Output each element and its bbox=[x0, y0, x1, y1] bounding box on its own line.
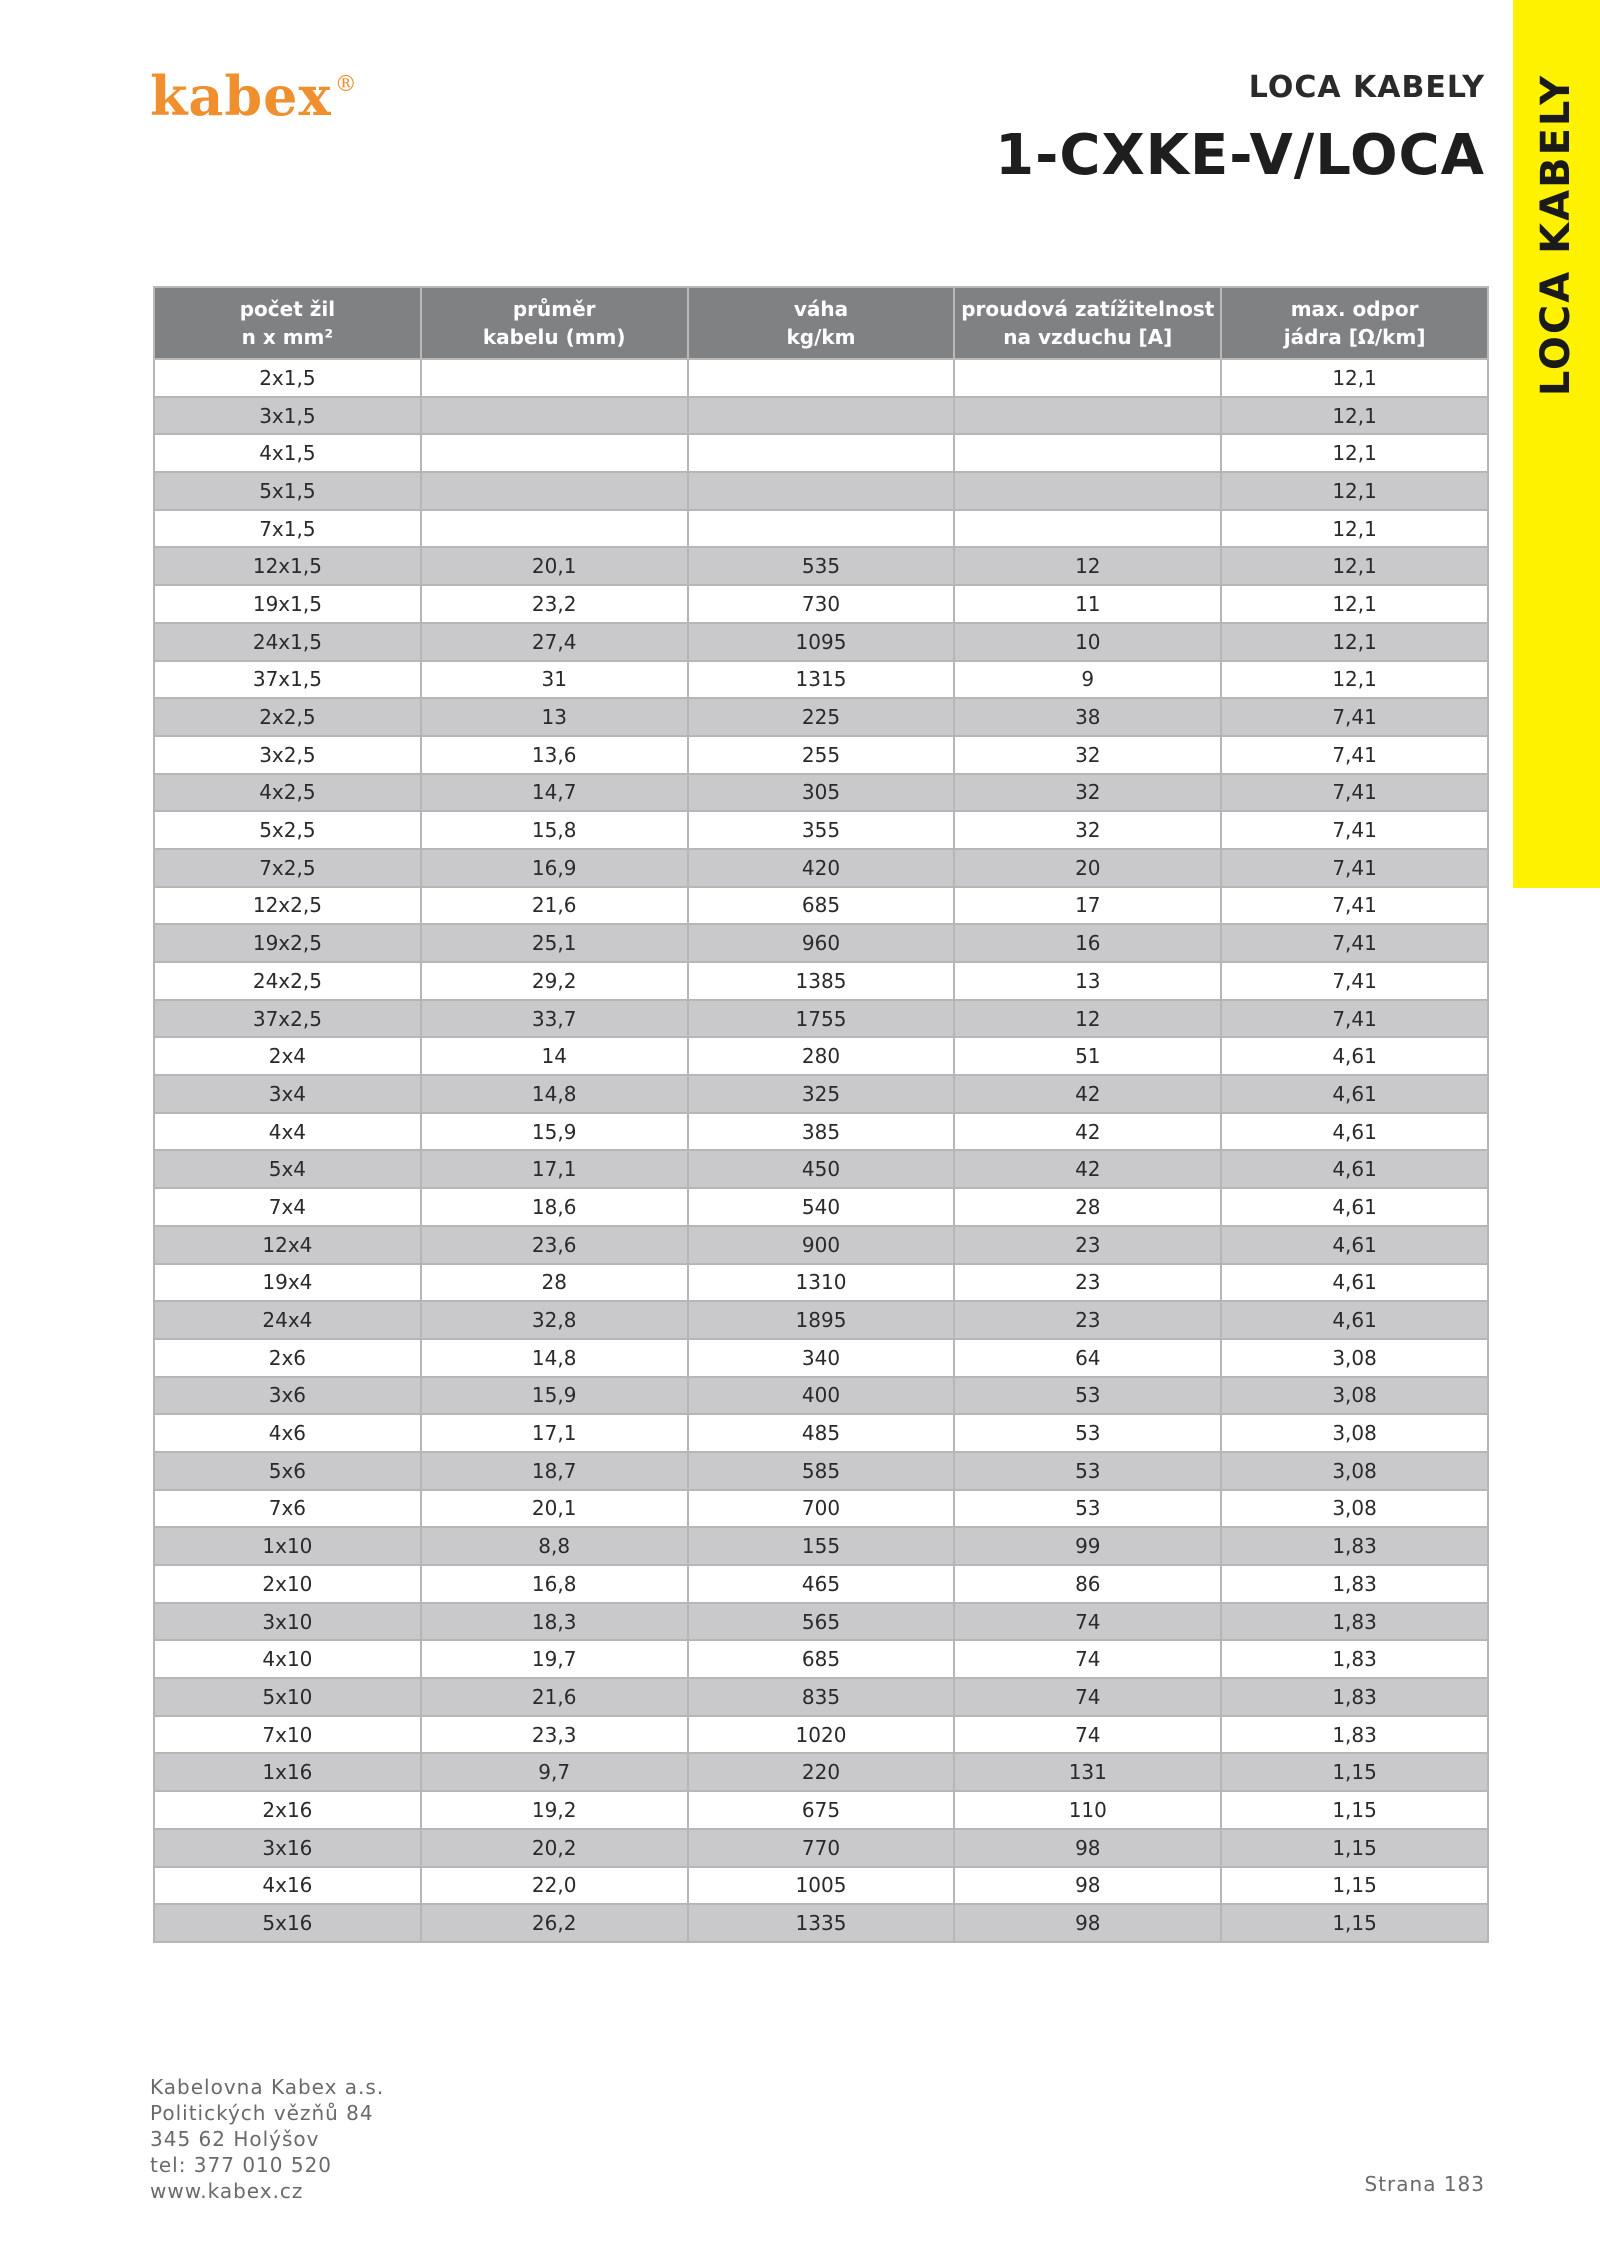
table-cell: 1,15 bbox=[1221, 1867, 1488, 1905]
table-cell: 17,1 bbox=[421, 1150, 688, 1188]
table-cell: 1,15 bbox=[1221, 1791, 1488, 1829]
table-cell: 19x1,5 bbox=[154, 585, 421, 623]
table-cell bbox=[954, 359, 1221, 397]
table-cell: 4x6 bbox=[154, 1414, 421, 1452]
table-row bbox=[154, 1753, 1488, 1791]
table-cell: 16,8 bbox=[421, 1565, 688, 1603]
table-row bbox=[154, 1000, 1488, 1038]
table-cell: 675 bbox=[688, 1791, 955, 1829]
table-cell: 37x1,5 bbox=[154, 661, 421, 699]
table-cell: 1385 bbox=[688, 962, 955, 1000]
cable-spec-table bbox=[153, 286, 1489, 1943]
table-cell: 535 bbox=[688, 547, 955, 585]
company-address bbox=[150, 2074, 384, 2204]
table-row bbox=[154, 1603, 1488, 1641]
table-cell: 131 bbox=[954, 1753, 1221, 1791]
table-row bbox=[154, 1188, 1488, 1226]
table-row bbox=[154, 1640, 1488, 1678]
table-cell: 7x10 bbox=[154, 1716, 421, 1754]
table-cell: 7,41 bbox=[1221, 774, 1488, 812]
column-header-line: kg/km bbox=[786, 325, 856, 349]
table-cell: 37x2,5 bbox=[154, 1000, 421, 1038]
table-cell: 23,2 bbox=[421, 585, 688, 623]
table-cell bbox=[954, 510, 1221, 548]
table-row bbox=[154, 1264, 1488, 1302]
table-cell bbox=[421, 472, 688, 510]
column-header-line: max. odpor bbox=[1290, 297, 1419, 321]
column-header bbox=[1221, 287, 1488, 359]
table-cell: 7,41 bbox=[1221, 811, 1488, 849]
table-row bbox=[154, 1075, 1488, 1113]
table-row bbox=[154, 1565, 1488, 1603]
table-cell: 770 bbox=[688, 1829, 955, 1867]
table-cell: 1,83 bbox=[1221, 1603, 1488, 1641]
table-cell: 280 bbox=[688, 1037, 955, 1075]
table-cell: 32,8 bbox=[421, 1301, 688, 1339]
brand-logo bbox=[150, 64, 358, 128]
column-header-line: kabelu (mm) bbox=[482, 325, 626, 349]
table-cell: 1315 bbox=[688, 661, 955, 699]
table-cell: 74 bbox=[954, 1716, 1221, 1754]
table-cell: 1,83 bbox=[1221, 1716, 1488, 1754]
table-cell: 12x2,5 bbox=[154, 887, 421, 925]
page-number: Strana 183 bbox=[1364, 2172, 1485, 2196]
table-cell: 19,2 bbox=[421, 1791, 688, 1829]
table-cell: 20,1 bbox=[421, 1490, 688, 1528]
table-cell: 685 bbox=[688, 1640, 955, 1678]
table-cell: 3,08 bbox=[1221, 1414, 1488, 1452]
table-cell: 1,83 bbox=[1221, 1527, 1488, 1565]
table-cell: 1020 bbox=[688, 1716, 955, 1754]
table-cell: 7x4 bbox=[154, 1188, 421, 1226]
table-cell: 14,7 bbox=[421, 774, 688, 812]
table-cell: 5x16 bbox=[154, 1904, 421, 1942]
address-company: Kabelovna Kabex a.s. bbox=[150, 2075, 385, 2099]
table-cell: 12,1 bbox=[1221, 472, 1488, 510]
table-cell: 255 bbox=[688, 736, 955, 774]
table-cell bbox=[688, 472, 955, 510]
table-cell: 42 bbox=[954, 1075, 1221, 1113]
table-cell: 7,41 bbox=[1221, 849, 1488, 887]
table-cell: 7x6 bbox=[154, 1490, 421, 1528]
column-header-line: jádra [Ω/km] bbox=[1283, 325, 1426, 349]
table-row bbox=[154, 1678, 1488, 1716]
table-cell: 12,1 bbox=[1221, 623, 1488, 661]
table-cell: 155 bbox=[688, 1527, 955, 1565]
table-cell: 17 bbox=[954, 887, 1221, 925]
table-cell: 3,08 bbox=[1221, 1452, 1488, 1490]
table-cell: 24x1,5 bbox=[154, 623, 421, 661]
column-header bbox=[154, 287, 421, 359]
table-cell: 2x16 bbox=[154, 1791, 421, 1829]
table-row bbox=[154, 397, 1488, 435]
table-cell: 1,83 bbox=[1221, 1565, 1488, 1603]
table-cell: 2x6 bbox=[154, 1339, 421, 1377]
table-cell: 74 bbox=[954, 1640, 1221, 1678]
table-cell: 17,1 bbox=[421, 1414, 688, 1452]
table-cell: 3,08 bbox=[1221, 1490, 1488, 1528]
table-cell: 10 bbox=[954, 623, 1221, 661]
registered-mark: ® bbox=[334, 72, 358, 97]
table-cell: 9,7 bbox=[421, 1753, 688, 1791]
table-cell: 8,8 bbox=[421, 1527, 688, 1565]
table-cell bbox=[688, 397, 955, 435]
table-row bbox=[154, 1414, 1488, 1452]
table-cell: 465 bbox=[688, 1565, 955, 1603]
table-cell: 1,15 bbox=[1221, 1753, 1488, 1791]
table-row bbox=[154, 1226, 1488, 1264]
table-cell: 13,6 bbox=[421, 736, 688, 774]
table-cell: 7,41 bbox=[1221, 736, 1488, 774]
column-header-line: váha bbox=[793, 297, 849, 321]
table-row bbox=[154, 1150, 1488, 1188]
table-cell: 3x1,5 bbox=[154, 397, 421, 435]
brand-name: kabex bbox=[150, 64, 332, 128]
table-cell: 585 bbox=[688, 1452, 955, 1490]
table-cell: 835 bbox=[688, 1678, 955, 1716]
table-cell: 305 bbox=[688, 774, 955, 812]
table-cell: 32 bbox=[954, 736, 1221, 774]
table-cell: 16,9 bbox=[421, 849, 688, 887]
table-cell: 700 bbox=[688, 1490, 955, 1528]
table-cell: 4,61 bbox=[1221, 1150, 1488, 1188]
table-cell: 1005 bbox=[688, 1867, 955, 1905]
table-row bbox=[154, 774, 1488, 812]
table-cell: 420 bbox=[688, 849, 955, 887]
table-cell: 24x4 bbox=[154, 1301, 421, 1339]
table-cell: 23,3 bbox=[421, 1716, 688, 1754]
page-title: 1-CXKE-V/LOCA bbox=[995, 123, 1485, 188]
table-cell: 23,6 bbox=[421, 1226, 688, 1264]
table-cell: 2x2,5 bbox=[154, 698, 421, 736]
table-cell: 23 bbox=[954, 1226, 1221, 1264]
table-cell: 1,15 bbox=[1221, 1829, 1488, 1867]
table-cell: 98 bbox=[954, 1867, 1221, 1905]
table-row bbox=[154, 1716, 1488, 1754]
address-website: www.kabex.cz bbox=[150, 2179, 304, 2203]
table-cell: 3x10 bbox=[154, 1603, 421, 1641]
table-row bbox=[154, 623, 1488, 661]
table-cell: 15,9 bbox=[421, 1377, 688, 1415]
table-cell: 3x16 bbox=[154, 1829, 421, 1867]
table-cell: 19,7 bbox=[421, 1640, 688, 1678]
table-cell: 5x10 bbox=[154, 1678, 421, 1716]
table-cell: 27,4 bbox=[421, 623, 688, 661]
table-cell: 98 bbox=[954, 1904, 1221, 1942]
table-cell: 220 bbox=[688, 1753, 955, 1791]
table-cell: 22,0 bbox=[421, 1867, 688, 1905]
table-row bbox=[154, 1113, 1488, 1151]
column-header-line: na vzduchu [A] bbox=[1003, 325, 1173, 349]
table-row bbox=[154, 962, 1488, 1000]
table-cell: 540 bbox=[688, 1188, 955, 1226]
table-cell: 18,3 bbox=[421, 1603, 688, 1641]
table-cell: 1095 bbox=[688, 623, 955, 661]
table-cell: 12 bbox=[954, 547, 1221, 585]
table-cell: 20 bbox=[954, 849, 1221, 887]
table-cell: 325 bbox=[688, 1075, 955, 1113]
table-cell: 99 bbox=[954, 1527, 1221, 1565]
table-cell: 14,8 bbox=[421, 1339, 688, 1377]
table-row bbox=[154, 510, 1488, 548]
table-cell: 12x4 bbox=[154, 1226, 421, 1264]
table-cell: 340 bbox=[688, 1339, 955, 1377]
table-cell: 74 bbox=[954, 1603, 1221, 1641]
table-cell: 32 bbox=[954, 811, 1221, 849]
table-row bbox=[154, 1791, 1488, 1829]
table-row bbox=[154, 887, 1488, 925]
table-cell: 16 bbox=[954, 924, 1221, 962]
table-cell: 12,1 bbox=[1221, 359, 1488, 397]
table-cell: 1310 bbox=[688, 1264, 955, 1302]
table-cell: 900 bbox=[688, 1226, 955, 1264]
address-street: Politických vězňů 84 bbox=[150, 2101, 374, 2125]
table-cell: 15,9 bbox=[421, 1113, 688, 1151]
table-cell: 1,15 bbox=[1221, 1904, 1488, 1942]
table-cell: 2x4 bbox=[154, 1037, 421, 1075]
section-kicker: LOCA KABELY bbox=[1248, 70, 1485, 105]
table-row bbox=[154, 547, 1488, 585]
table-row bbox=[154, 1904, 1488, 1942]
table-cell: 12 bbox=[954, 1000, 1221, 1038]
table-cell: 225 bbox=[688, 698, 955, 736]
table-cell: 26,2 bbox=[421, 1904, 688, 1942]
table-cell: 25,1 bbox=[421, 924, 688, 962]
table-cell: 23 bbox=[954, 1264, 1221, 1302]
table-cell: 730 bbox=[688, 585, 955, 623]
table-cell: 5x4 bbox=[154, 1150, 421, 1188]
table-cell: 12,1 bbox=[1221, 661, 1488, 699]
table-cell: 4,61 bbox=[1221, 1301, 1488, 1339]
table-row bbox=[154, 434, 1488, 472]
table-cell: 4,61 bbox=[1221, 1226, 1488, 1264]
table-cell bbox=[421, 359, 688, 397]
table-cell: 33,7 bbox=[421, 1000, 688, 1038]
table-cell: 1335 bbox=[688, 1904, 955, 1942]
table-cell: 64 bbox=[954, 1339, 1221, 1377]
table-row bbox=[154, 849, 1488, 887]
table-cell: 21,6 bbox=[421, 1678, 688, 1716]
table-row bbox=[154, 1377, 1488, 1415]
table-cell bbox=[421, 434, 688, 472]
table-cell: 32 bbox=[954, 774, 1221, 812]
table-cell: 15,8 bbox=[421, 811, 688, 849]
table-cell: 51 bbox=[954, 1037, 1221, 1075]
table-row bbox=[154, 585, 1488, 623]
table-cell: 355 bbox=[688, 811, 955, 849]
table-cell: 7x1,5 bbox=[154, 510, 421, 548]
table-cell: 42 bbox=[954, 1150, 1221, 1188]
table-cell: 20,1 bbox=[421, 547, 688, 585]
table-row bbox=[154, 1301, 1488, 1339]
table-cell: 960 bbox=[688, 924, 955, 962]
table-cell: 110 bbox=[954, 1791, 1221, 1829]
table-row bbox=[154, 1452, 1488, 1490]
table-cell: 7,41 bbox=[1221, 962, 1488, 1000]
column-header bbox=[421, 287, 688, 359]
table-cell: 3x2,5 bbox=[154, 736, 421, 774]
table-cell: 7,41 bbox=[1221, 887, 1488, 925]
table-cell: 4x4 bbox=[154, 1113, 421, 1151]
table-cell: 1x10 bbox=[154, 1527, 421, 1565]
table-cell: 14,8 bbox=[421, 1075, 688, 1113]
column-header bbox=[954, 287, 1221, 359]
table-cell: 19x4 bbox=[154, 1264, 421, 1302]
table-cell: 1895 bbox=[688, 1301, 955, 1339]
table-row bbox=[154, 924, 1488, 962]
table-row bbox=[154, 661, 1488, 699]
table-cell: 7,41 bbox=[1221, 1000, 1488, 1038]
table-cell: 400 bbox=[688, 1377, 955, 1415]
table-cell: 19x2,5 bbox=[154, 924, 421, 962]
table-cell: 31 bbox=[421, 661, 688, 699]
table-cell: 29,2 bbox=[421, 962, 688, 1000]
table-row bbox=[154, 472, 1488, 510]
table-cell bbox=[688, 359, 955, 397]
table-cell bbox=[688, 434, 955, 472]
table-row bbox=[154, 1490, 1488, 1528]
table-cell: 4x1,5 bbox=[154, 434, 421, 472]
table-cell: 12,1 bbox=[1221, 397, 1488, 435]
table-cell: 18,7 bbox=[421, 1452, 688, 1490]
table-cell: 12,1 bbox=[1221, 510, 1488, 548]
table-header-row bbox=[154, 287, 1488, 359]
table-row bbox=[154, 1527, 1488, 1565]
side-tab-label: LOCA KABELY bbox=[1533, 73, 1579, 397]
table-cell: 11 bbox=[954, 585, 1221, 623]
table-cell: 53 bbox=[954, 1452, 1221, 1490]
table-cell: 3x6 bbox=[154, 1377, 421, 1415]
table-cell: 7x2,5 bbox=[154, 849, 421, 887]
table-cell: 450 bbox=[688, 1150, 955, 1188]
table-cell: 21,6 bbox=[421, 887, 688, 925]
table-cell: 3,08 bbox=[1221, 1339, 1488, 1377]
table-cell: 5x6 bbox=[154, 1452, 421, 1490]
table-cell: 3,08 bbox=[1221, 1377, 1488, 1415]
table-cell: 38 bbox=[954, 698, 1221, 736]
table-row bbox=[154, 1339, 1488, 1377]
table-cell: 4x2,5 bbox=[154, 774, 421, 812]
table-cell: 98 bbox=[954, 1829, 1221, 1867]
address-city: 345 62 Holýšov bbox=[150, 2127, 320, 2151]
table-cell: 565 bbox=[688, 1603, 955, 1641]
table-cell: 485 bbox=[688, 1414, 955, 1452]
column-header-line: průměr bbox=[512, 297, 596, 321]
table-cell: 4x16 bbox=[154, 1867, 421, 1905]
table-cell: 1755 bbox=[688, 1000, 955, 1038]
table-cell: 86 bbox=[954, 1565, 1221, 1603]
table-row bbox=[154, 698, 1488, 736]
table-cell: 4x10 bbox=[154, 1640, 421, 1678]
address-phone: tel: 377 010 520 bbox=[150, 2153, 333, 2177]
table-cell: 53 bbox=[954, 1490, 1221, 1528]
table-cell: 5x1,5 bbox=[154, 472, 421, 510]
table-cell: 4,61 bbox=[1221, 1264, 1488, 1302]
table-cell: 53 bbox=[954, 1414, 1221, 1452]
table-cell: 74 bbox=[954, 1678, 1221, 1716]
table-cell: 20,2 bbox=[421, 1829, 688, 1867]
table-row bbox=[154, 736, 1488, 774]
column-header bbox=[688, 287, 955, 359]
column-header-line: proudová zatížitelnost bbox=[961, 297, 1215, 321]
table-cell: 2x1,5 bbox=[154, 359, 421, 397]
table-cell: 12,1 bbox=[1221, 585, 1488, 623]
table-row bbox=[154, 1037, 1488, 1075]
table-cell: 2x10 bbox=[154, 1565, 421, 1603]
side-section-tab bbox=[1513, 0, 1600, 888]
table-cell: 9 bbox=[954, 661, 1221, 699]
table-cell: 4,61 bbox=[1221, 1075, 1488, 1113]
table-body bbox=[154, 359, 1488, 1942]
table-cell: 42 bbox=[954, 1113, 1221, 1151]
table-row bbox=[154, 1867, 1488, 1905]
table-cell: 12,1 bbox=[1221, 547, 1488, 585]
table-cell: 5x2,5 bbox=[154, 811, 421, 849]
table-cell: 12x1,5 bbox=[154, 547, 421, 585]
table-cell bbox=[421, 510, 688, 548]
table-row bbox=[154, 359, 1488, 397]
table-cell: 13 bbox=[421, 698, 688, 736]
table-cell bbox=[688, 510, 955, 548]
table-cell: 685 bbox=[688, 887, 955, 925]
column-header-line: počet žil bbox=[239, 297, 336, 321]
table-row bbox=[154, 811, 1488, 849]
table-cell bbox=[954, 397, 1221, 435]
table-cell: 4,61 bbox=[1221, 1113, 1488, 1151]
table-cell: 23 bbox=[954, 1301, 1221, 1339]
table-cell: 7,41 bbox=[1221, 924, 1488, 962]
table-cell: 385 bbox=[688, 1113, 955, 1151]
table-cell: 4,61 bbox=[1221, 1037, 1488, 1075]
table-cell: 4,61 bbox=[1221, 1188, 1488, 1226]
table-cell: 1x16 bbox=[154, 1753, 421, 1791]
table-cell bbox=[954, 472, 1221, 510]
table-cell: 13 bbox=[954, 962, 1221, 1000]
table-cell: 53 bbox=[954, 1377, 1221, 1415]
table-cell: 3x4 bbox=[154, 1075, 421, 1113]
table-cell bbox=[954, 434, 1221, 472]
table-cell: 28 bbox=[421, 1264, 688, 1302]
table-cell bbox=[421, 397, 688, 435]
table-cell: 14 bbox=[421, 1037, 688, 1075]
table-row bbox=[154, 1829, 1488, 1867]
column-header-line: n x mm² bbox=[241, 325, 334, 349]
table-cell: 28 bbox=[954, 1188, 1221, 1226]
table-cell: 7,41 bbox=[1221, 698, 1488, 736]
table-cell: 12,1 bbox=[1221, 434, 1488, 472]
table-cell: 24x2,5 bbox=[154, 962, 421, 1000]
table-cell: 1,83 bbox=[1221, 1678, 1488, 1716]
table-cell: 1,83 bbox=[1221, 1640, 1488, 1678]
table-cell: 18,6 bbox=[421, 1188, 688, 1226]
